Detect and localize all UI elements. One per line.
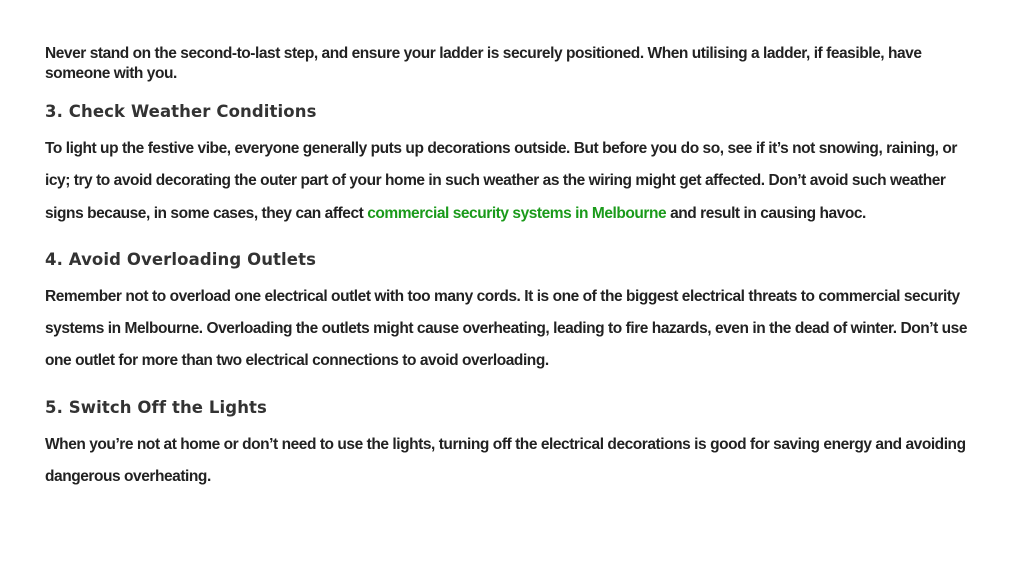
paragraph-text: To light up the festive vibe, everyone generally puts up decorations outside. But before you do so, see if it’s not snowing, raining, or icy; try to avoid decorating the outer part of your home in such weather as the wiring might get affected. Don’t avoid such weather signs because, in some cases, they can affect (45, 140, 957, 222)
section-heading-lights: 5. Switch Off the Lights (45, 397, 267, 417)
section-heading-outlets: 4. Avoid Overloading Outlets (45, 249, 316, 269)
intro-paragraph: Never stand on the second-to-last step, and ensure your ladder is securely positioned. When utilising a ladder, if feasible, have someone with you. (45, 45, 922, 82)
commercial-security-link[interactable]: commercial security systems in Melbourne (367, 204, 667, 222)
paragraph-text: and result in causing havoc. (666, 204, 866, 222)
section-heading-weather: 3. Check Weather Conditions (45, 102, 317, 121)
section-paragraph-outlets: Remember not to overload one electrical outlet with too many cords. It is one of the biggest electrical threats to commercial security systems in Melbourne. Overloading the outlets might cause overheating, leading to fire hazards, even in the dead of winter. Don’t use one outlet for more than two electrical connections to avoid overloading. (45, 287, 968, 370)
section-paragraph-weather (45, 133, 979, 230)
section-paragraph-lights: When you’re not at home or don’t need to use the lights, turning off the electrical decorations is good for saving energy and avoiding dangerous overheating. (45, 435, 966, 486)
